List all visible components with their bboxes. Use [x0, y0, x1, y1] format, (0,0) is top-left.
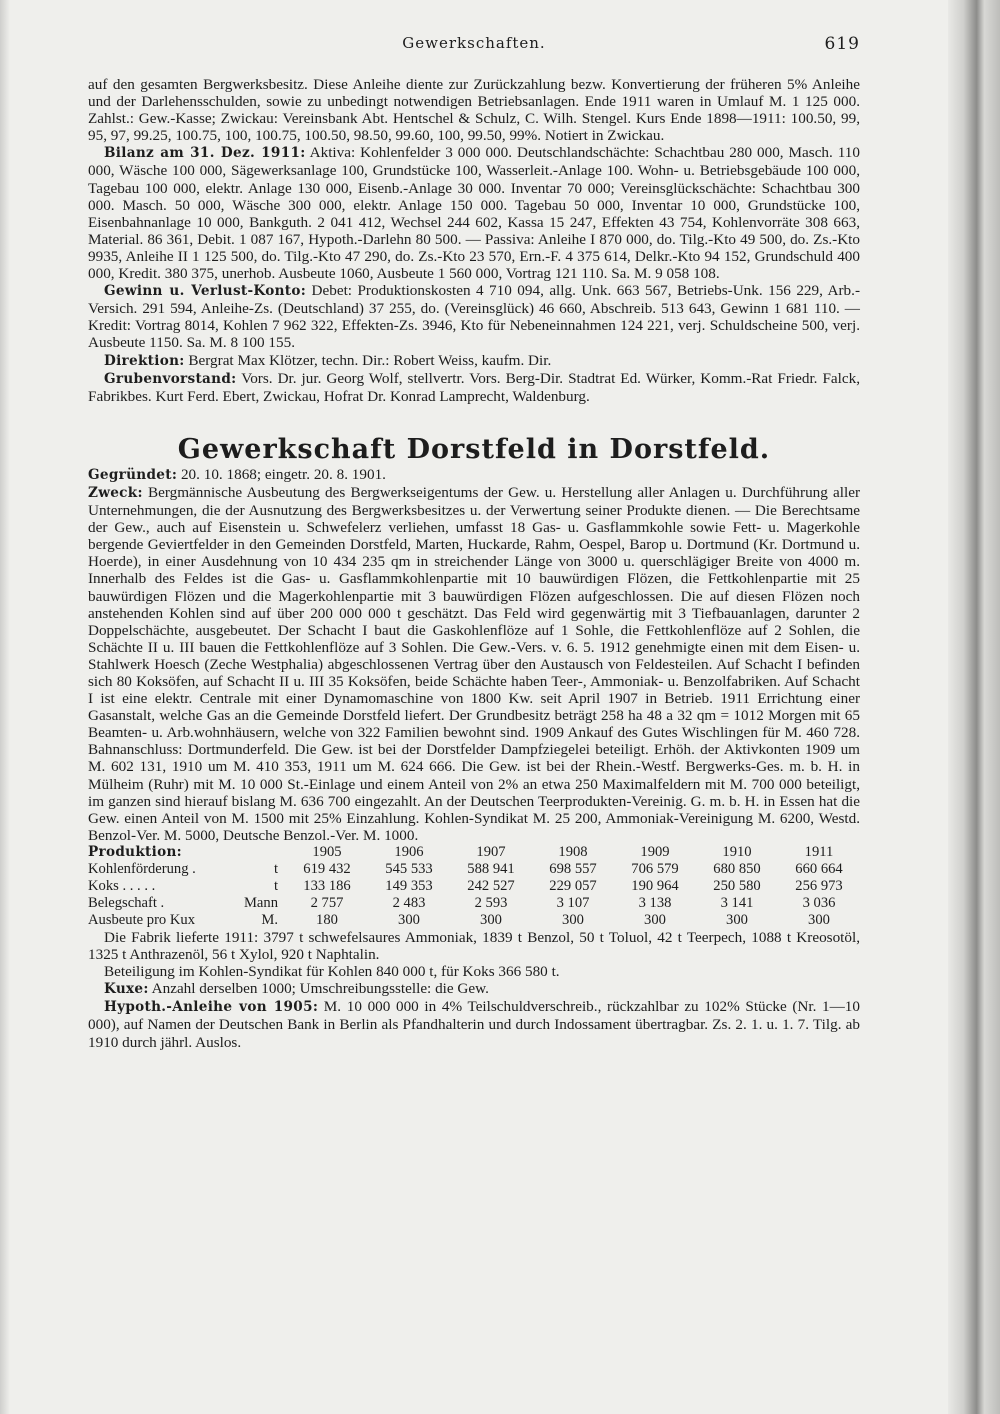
page-number: 619 [824, 34, 860, 54]
produktion-header-row [88, 844, 860, 861]
table-cell: 149 353 [385, 877, 433, 894]
row-label: Koks . . . . . [88, 877, 156, 894]
table-cell: 588 941 [467, 860, 515, 877]
row-unit: Mann [243, 894, 278, 911]
row-unit: M. [261, 911, 278, 928]
table-cell: 250 580 [713, 877, 761, 894]
table-cell: 706 579 [631, 860, 679, 877]
gegruendet-paragraph [88, 466, 860, 484]
kuxe-text: Anzahl derselben 1000; Umschreibungsstelle: die Gew. [151, 980, 489, 998]
table-cell: 3 107 [556, 894, 590, 911]
table-cell: 3 036 [802, 894, 836, 911]
row-unit: t [273, 860, 278, 877]
bilanz-label: Bilanz am 31. Dez. 1911: [104, 145, 306, 162]
gegruendet-text: 20. 10. 1868; eingetr. 20. 8. 1901. [180, 465, 386, 483]
grubenvorstand-label: Grubenvorstand: [104, 370, 237, 387]
table-cell: 300 [562, 911, 584, 928]
table-cell: 2 483 [392, 894, 426, 911]
page-body [88, 76, 860, 1051]
table-cell: 698 557 [549, 860, 597, 877]
table-cell: 2 757 [310, 894, 344, 911]
table-cell: 619 432 [303, 860, 351, 877]
hypoth-label: Hypoth.-Anleihe von 1905: [104, 999, 319, 1016]
year-cell: 1909 [640, 843, 670, 860]
gewinn-label: Gewinn u. Verlust-Konto: [104, 283, 307, 300]
table-row [88, 895, 860, 912]
gewinn-paragraph [88, 282, 860, 351]
produktion-table [88, 844, 860, 929]
table-cell: 680 850 [713, 860, 761, 877]
table-row [88, 861, 860, 878]
table-cell: 660 664 [795, 860, 843, 877]
year-cell: 1907 [476, 843, 506, 860]
hypoth-text: M. 10 000 000 in 4% Teilschuldverschreib., rückzahlbar zu 102% Stücke (Nr. 1—10 000), auf Namen der Deutschen Bank in Berlin als Pfandhalterin und durch Indossament übertragbar. Zs. 2. 1. u. 1. 7. Tilg. ab 1910 durch jährl. Auslos. [88, 998, 860, 1051]
table-row [88, 878, 860, 895]
kuxe-paragraph [88, 980, 860, 998]
direktion-paragraph [88, 352, 860, 370]
page-left-edge [0, 0, 10, 1414]
table-cell: 300 [398, 911, 420, 928]
gewinn-text: Debet: Produktionskosten 4 710 094, allg. Unk. 663 567, Betriebs-Unk. 156 229, Arb.-Versich. 291 594, Anleihe-Zs. (Deutschland) 37 255, do. (Vereinsglück) 46 660, Abschreib. 513 643, Gewinn 1 681 110. — Kredit: Vortrag 8014, Kohlen 7 962 322, Effekten-Zs. 3946, Kto für Nebeneinnahmen 124 221, verj. Schuldscheine 500, verj. Ausbeute 1150. Sa. M. 8 100 155. [88, 282, 861, 352]
page-header [88, 34, 860, 56]
direktion-text: Bergrat Max Klötzer, techn. Dir.: Robert Weiss, kaufm. Dir. [188, 351, 552, 369]
table-cell: 3 141 [720, 894, 754, 911]
direktion-label: Direktion: [104, 352, 185, 369]
table-cell: 300 [726, 911, 748, 928]
row-label: Kohlenförderung . [88, 860, 196, 877]
row-label: Ausbeute pro Kux [88, 911, 196, 928]
zweck-text: Bergmännische Ausbeutung des Bergwerkseigentums der Gew. u. Herstellung aller Anlagen u. Durchführung aller Unternehmungen, die der Ausnutzung des Bergwerksbesitzes u. der Verwertung seiner Produkte dienen. — Die Berechtsame der Gew., auch auf Eisenstein u. Schwefelerz verliehen, umfasst 18 Gas- u. Gasflammkohle sowie Fett- u. Magerkohle bergende Geviertfelder in den Gemeinden Dorstfeld, Marten, Huckarde, Rahm, Oespel, Barop u. Dortmund (Kr. Dortmund u. Hoerde), in einer Ausdehnung von 10 434 235 qm in streichender Länge von 3000 u. querschlägiger Breite von 4000 m. Innerhalb des Feldes ist die Gas- u. Gasflammkohlenpartie mit 10 bauwürdigen Flözen, die Fettkohlenpartie mit 25 bauwürdigen Flözen und die Magerkohlenpartie mit 3 bauwürdigen Flözen aufgeschlossen. Die auf diesen Flözen noch anstehenden Kohlen sind auf über 200 000 000 t geschätzt. Das Feld wird gegenwärtig mit 3 Tiefbauanlagen, darunter 2 Doppelschächte, ausgebeutet. Der Schacht I baut die Gaskohlenflöze auf 1 Sohle, die Fettkohlenflöze auf 2 Sohlen, die Schächte II u. III bauen die Fettkohlenflöze auf 3 Sohlen. Die Gew.-Vers. v. 6. 5. 1912 genehmigte einen mit dem Eisen- u. Stahlwerk Hoesch (Zeche Westphalia) abgeschlossenen Vertrag über den Austausch von Feldesteilen. Auf Schacht I befinden sich 80 Koksöfen, auf Schacht II u. III 35 Koksöfen, beide Schächte haben Teer-, Ammoniak- u. Benzolfabriken. Auf Schacht I ist eine elektr. Centrale mit einer Dynamomaschine von 1800 Kw. seit April 1907 in Betrieb. 1911 Errichtung einer Gasanstalt, welche Gas an die Gemeinde Dorstfeld liefert. Der Grundbesitz beträgt 258 ha 48 a 32 qm = 1012 Morgen mit 65 Beamten- u. Arb.wohnhäusern, welche von 322 Familien bewohnt sind. 1909 Ankauf des Gutes Wischlingen für M. 460 728. Bahnanschluss: Dortmunderfeld. Die Gew. ist bei der Dorstfelder Dampfziegelei beteiligt. Erhöh. der Aktivkonten 1909 um M. 602 131, 1910 um M. 410 353, 1911 um M. 624 666. Die Gew. ist bei der Rhein.-Westf. Bergwerks-Ges. m. b. H. in Mülheim (Ruhr) mit M. 10 000 St.-Einlage und einem Anteil von 2% an etwa 250 Maximalfeldern mit M. 700 000 beteiligt, im ganzen sind hierauf bislang M. 636 700 eingezahlt. An der Deutschen Teerprodukten-Vereinig. G. m. b. H. in Essen hat die Gew. einen Anteil von M. 1500 mit 25% Einzahlung. Kohlen-Syndikat M. 25 200, Ammoniak-Vereinigung M. 6200, Westd. Benzol-Ver. M. 5000, Deutsche Benzol.-Ver. M. 1000. [88, 483, 861, 844]
table-cell: 180 [316, 911, 338, 928]
table-cell: 190 964 [631, 877, 679, 894]
section-title: Gewerkschaft Dorstfeld in Dorstfeld. [177, 433, 771, 465]
page-binding-edge [948, 0, 1000, 1414]
bilanz-paragraph [88, 144, 860, 282]
table-row [88, 912, 860, 929]
anleihe-paragraph: auf den gesamten Bergwerksbesitz. Diese Anleihe diente zur Zurückzahlung bezw. Konvertierung der früheren 5% Anleihe und der Darlehensschulden, sowie zu unbedingt notwendigen Betriebsanlagen. Ende 1911 waren in Umlauf M. 1 125 000. Zahlst.: Gew.-Kasse; Zwickau: Vereinsbank Abt. Hentschel & Schulz, C. Wilh. Stengel. Kurs Ende 1898—1911: 100.50, 99, 95, 97, 99.25, 100.75, 100, 100.75, 100.50, 98.50, 99.60, 100, 99.50, 99%. Notiert in Zwickau. [88, 76, 860, 145]
bilanz-text: Aktiva: Kohlenfelder 3 000 000. Deutschlandschächte: Schachtbau 280 000, Masch. 110 000, Wäsche 100 000, Sägewerksanlage 100, Grundstücke 100, Wasserleit.-Anlage 100. Wohn- u. Betriebsgebäude 100 000, Tagebau 100 000, elektr. Anlage 130 000, Eisenb.-Anlage 30 000. Inventar 70 000; Vereinsglückschächte: Schachtbau 300 000. Masch. 50 000, Wäsche 300 000, elektr. Anlage 150 000. Tagebau 50 000, Inventar 10 000, Grundstücke 100, Eisenbahnanlage 10 000, Bankguth. 2 041 412, Wechsel 244 602, Kassa 15 247, Effekten 43 754, Kohlenvorräte 308 663, Material. 86 361, Debit. 1 087 167, Hypoth.-Darlehn 80 500. — Passiva: Anleihe I 870 000, do. Tilg.-Kto 49 500, do. Zs.-Kto 9935, Anleihe II 1 125 500, do. Tilg.-Kto 47 290, do. Zs.-Kto 23 570, Ern.-F. 4 375 614, Delkr.-Kto 94 152, Grundschuld 400 000, Kredit. 380 375, unerhob. Ausbeute 1060, Ausbeute 1 560 000, Vortrag 121 110. Sa. M. 9 058 108. [88, 144, 860, 283]
table-cell: 2 593 [474, 894, 508, 911]
row-label: Belegschaft . [88, 894, 165, 911]
table-cell: 300 [644, 911, 666, 928]
table-cell: 256 973 [795, 877, 843, 894]
produktion-label: Produktion: [88, 843, 182, 860]
hypoth-paragraph [88, 998, 860, 1050]
table-cell: 300 [480, 911, 502, 928]
beteiligung-paragraph: Beteiligung im Kohlen-Syndikat für Kohlen 840 000 t, für Koks 366 580 t. [104, 963, 560, 981]
running-title: Gewerkschaften. [402, 34, 546, 52]
table-cell: 229 057 [549, 877, 597, 894]
grubenvorstand-paragraph [88, 370, 860, 405]
table-cell: 300 [808, 911, 830, 928]
year-cell: 1911 [804, 843, 834, 860]
table-cell: 545 533 [385, 860, 433, 877]
year-cell: 1905 [312, 843, 342, 860]
year-cell: 1908 [558, 843, 588, 860]
table-cell: 242 527 [467, 877, 515, 894]
zweck-label: Zweck: [88, 484, 143, 501]
table-cell: 133 186 [303, 877, 351, 894]
row-unit: t [273, 877, 278, 894]
grubenvorstand-text: Vors. Dr. jur. Georg Wolf, stellvertr. Vors. Berg-Dir. Stadtrat Ed. Würker, Komm.-Rat Friedr. Falck, Fabrikbes. Kurt Ferd. Ebert, Zwickau, Hofrat Dr. Konrad Lamprecht, Waldenburg. [88, 369, 860, 405]
table-cell: 3 138 [638, 894, 672, 911]
year-cell: 1910 [722, 843, 752, 860]
fabrik-paragraph: Die Fabrik lieferte 1911: 3797 t schwefelsaures Ammoniak, 1839 t Benzol, 50 t Toluol, 42 t Teerpech, 1088 t Kreosotöl, 1325 t Anthrazenöl, 56 t Xylol, 920 t Naphtalin. [88, 928, 860, 964]
year-cell: 1906 [394, 843, 424, 860]
zweck-paragraph [88, 484, 860, 844]
kuxe-label: Kuxe: [104, 981, 149, 998]
gegruendet-label: Gegründet: [88, 466, 178, 483]
